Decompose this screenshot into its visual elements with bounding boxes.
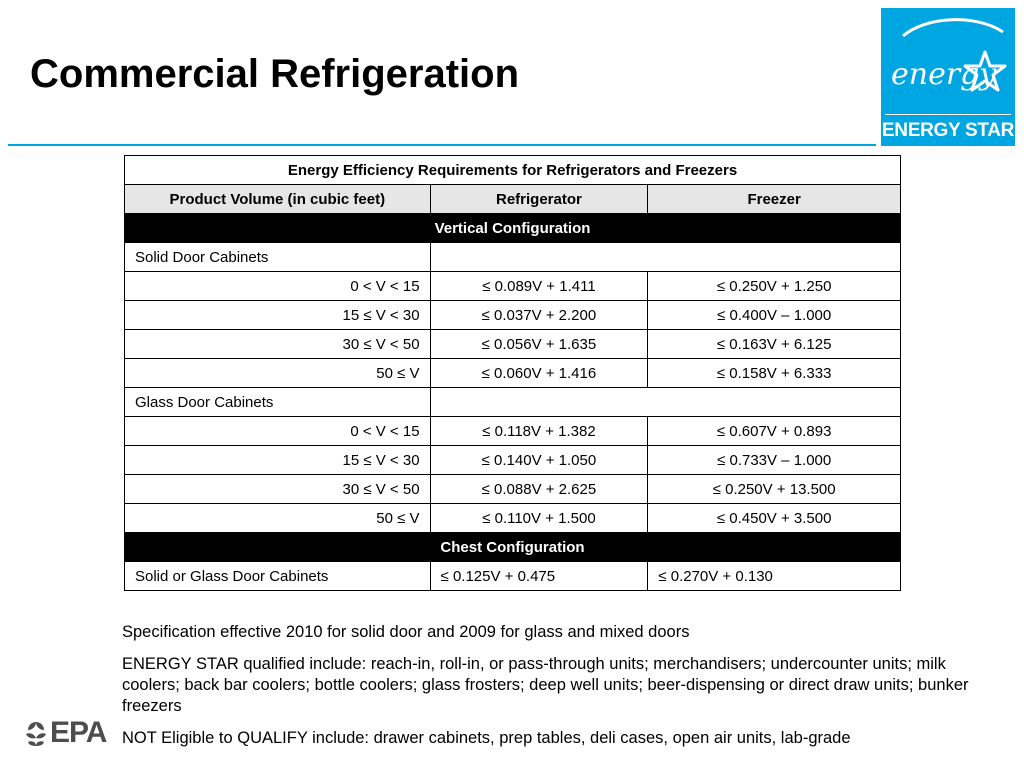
volume-range: 50 ≤ V — [125, 359, 431, 388]
table-row — [125, 562, 901, 591]
section-chest — [125, 533, 901, 562]
note-not-eligible: NOT Eligible to QUALIFY include: drawer cabinets, prep tables, deli cases, open air units, lab-grade — [122, 729, 851, 747]
table-row — [125, 504, 901, 533]
table-row — [125, 446, 901, 475]
header-product-volume: Product Volume (in cubic feet) — [125, 185, 431, 214]
section-label: Chest Configuration — [125, 533, 901, 562]
energy-star-logo — [881, 8, 1015, 146]
epa-flower-icon — [24, 716, 48, 750]
table-row — [125, 330, 901, 359]
refrigerator-value: ≤ 0.088V + 2.625 — [430, 475, 648, 504]
table-row — [125, 359, 901, 388]
volume-range: 50 ≤ V — [125, 504, 431, 533]
volume-range: 0 < V < 15 — [125, 272, 431, 301]
freezer-value: ≤ 0.163V + 6.125 — [648, 330, 901, 359]
header-refrigerator: Refrigerator — [430, 185, 648, 214]
energy-star-script-icon — [881, 8, 1015, 112]
table-row — [125, 417, 901, 446]
group-label: Solid or Glass Door Cabinets — [125, 562, 431, 591]
energy-star-label: ENERGY STAR — [881, 120, 1015, 141]
freezer-value: ≤ 0.400V – 1.000 — [648, 301, 901, 330]
group-label: Solid Door Cabinets — [125, 243, 431, 272]
table-header-row — [125, 185, 901, 214]
refrigerator-value: ≤ 0.110V + 1.500 — [430, 504, 648, 533]
freezer-value: ≤ 0.270V + 0.130 — [648, 562, 901, 591]
epa-label: EPA — [50, 716, 107, 749]
group-solid-door — [125, 243, 901, 272]
header-freezer: Freezer — [648, 185, 901, 214]
refrigerator-value: ≤ 0.089V + 1.411 — [430, 272, 648, 301]
freezer-value: ≤ 0.450V + 3.500 — [648, 504, 901, 533]
volume-range: 0 < V < 15 — [125, 417, 431, 446]
refrigerator-value: ≤ 0.140V + 1.050 — [430, 446, 648, 475]
refrigerator-value: ≤ 0.056V + 1.635 — [430, 330, 648, 359]
title-divider — [8, 144, 876, 146]
empty-cell — [430, 388, 900, 417]
note-effective-date: Specification effective 2010 for solid door and 2009 for glass and mixed doors — [122, 623, 690, 641]
notes — [122, 622, 1002, 760]
requirements-table — [124, 155, 901, 591]
slide-title: Commercial Refrigeration — [30, 52, 520, 96]
volume-range: 15 ≤ V < 30 — [125, 446, 431, 475]
group-glass-door — [125, 388, 901, 417]
table-row — [125, 272, 901, 301]
table-row — [125, 475, 901, 504]
volume-range: 15 ≤ V < 30 — [125, 301, 431, 330]
section-vertical — [125, 214, 901, 243]
refrigerator-value: ≤ 0.125V + 0.475 — [430, 562, 648, 591]
table-caption: Energy Efficiency Requirements for Refrigerators and Freezers — [125, 156, 901, 185]
energy-script-text: energy — [891, 57, 997, 92]
freezer-value: ≤ 0.250V + 13.500 — [648, 475, 901, 504]
refrigerator-value: ≤ 0.037V + 2.200 — [430, 301, 648, 330]
table-row — [125, 301, 901, 330]
table-caption-row — [125, 156, 901, 185]
freezer-value: ≤ 0.733V – 1.000 — [648, 446, 901, 475]
empty-cell — [430, 243, 900, 272]
refrigerator-value: ≤ 0.060V + 1.416 — [430, 359, 648, 388]
volume-range: 30 ≤ V < 50 — [125, 475, 431, 504]
epa-logo — [24, 716, 116, 750]
logo-separator — [885, 114, 1011, 115]
freezer-value: ≤ 0.158V + 6.333 — [648, 359, 901, 388]
freezer-value: ≤ 0.607V + 0.893 — [648, 417, 901, 446]
note-qualified-units: ENERGY STAR qualified include: reach-in, roll-in, or pass-through units; merchandisers; undercounter units; milk coolers; back bar coolers; bottle coolers; glass frosters; deep well units; beer-dispensing or direct draw units; bunker freezers — [122, 655, 969, 715]
section-label: Vertical Configuration — [125, 214, 901, 243]
refrigerator-value: ≤ 0.118V + 1.382 — [430, 417, 648, 446]
group-label: Glass Door Cabinets — [125, 388, 431, 417]
freezer-value: ≤ 0.250V + 1.250 — [648, 272, 901, 301]
volume-range: 30 ≤ V < 50 — [125, 330, 431, 359]
